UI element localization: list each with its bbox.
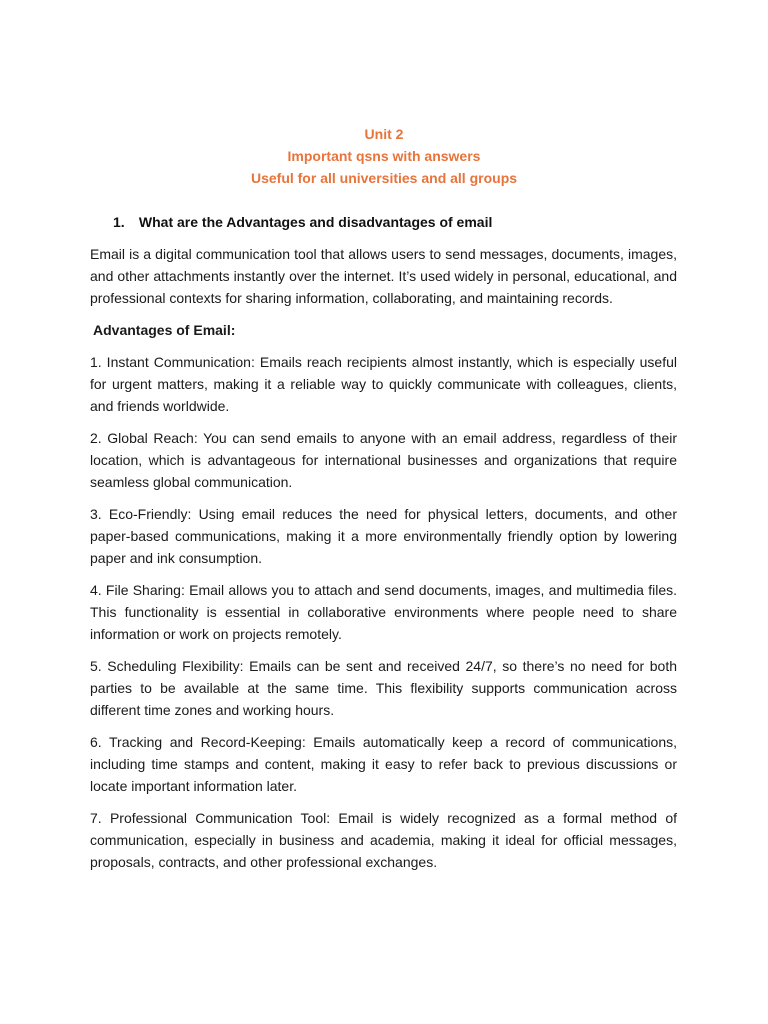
header-subtitle: Important qsns with answers: [287, 148, 481, 164]
advantages-heading: Advantages of Email:: [93, 322, 236, 338]
advantage-item-5: 5. Scheduling Flexibility: Emails can be sent and received 24/7, so there’s no need for both parties to be available at the same time. This flexibility supports communication across different time zones and working hours.: [90, 658, 677, 718]
advantage-item-2: 2. Global Reach: You can send emails to anyone with an email address, regardless of their location, which is advantageous for international businesses and organizations that require seamless global communication.: [90, 430, 677, 490]
intro-paragraph: Email is a digital communication tool that allows users to send messages, documents, images, and other attachments instantly over the internet. It’s used widely in personal, educational, and professional contexts for sharing information, collaborating, and maintaining records.: [90, 246, 677, 306]
unit-title: Unit 2: [364, 126, 404, 142]
question-number: 1.: [113, 214, 125, 230]
advantage-item-4: 4. File Sharing: Email allows you to attach and send documents, images, and multimedia files. This functionality is essential in collaborative environments where people need to share information or work on projects remotely.: [90, 582, 677, 642]
advantage-item-1: 1. Instant Communication: Emails reach recipients almost instantly, which is especially useful for urgent matters, making it a reliable way to quickly communicate with colleagues, clients, and friends worldwide.: [90, 354, 677, 414]
answer-body: [90, 243, 677, 883]
advantage-item-7: 7. Professional Communication Tool: Email is widely recognized as a formal method of communication, especially in business and academia, making it ideal for official messages, proposals, contracts, and other professional exchanges.: [90, 810, 677, 870]
advantage-item-6: 6. Tracking and Record-Keeping: Emails automatically keep a record of communications, including time stamps and content, making it easy to refer back to previous discussions or locate important information later.: [90, 734, 677, 794]
question-text: What are the Advantages and disadvantages of email: [138, 214, 493, 230]
advantage-item-3: 3. Eco-Friendly: Using email reduces the need for physical letters, documents, and other paper-based communications, making it a more environmentally friendly option by lowering paper and ink consumption.: [90, 506, 677, 566]
header-note: Useful for all universities and all groups: [250, 170, 518, 186]
question-heading: [113, 211, 492, 233]
document-header: [0, 123, 768, 189]
